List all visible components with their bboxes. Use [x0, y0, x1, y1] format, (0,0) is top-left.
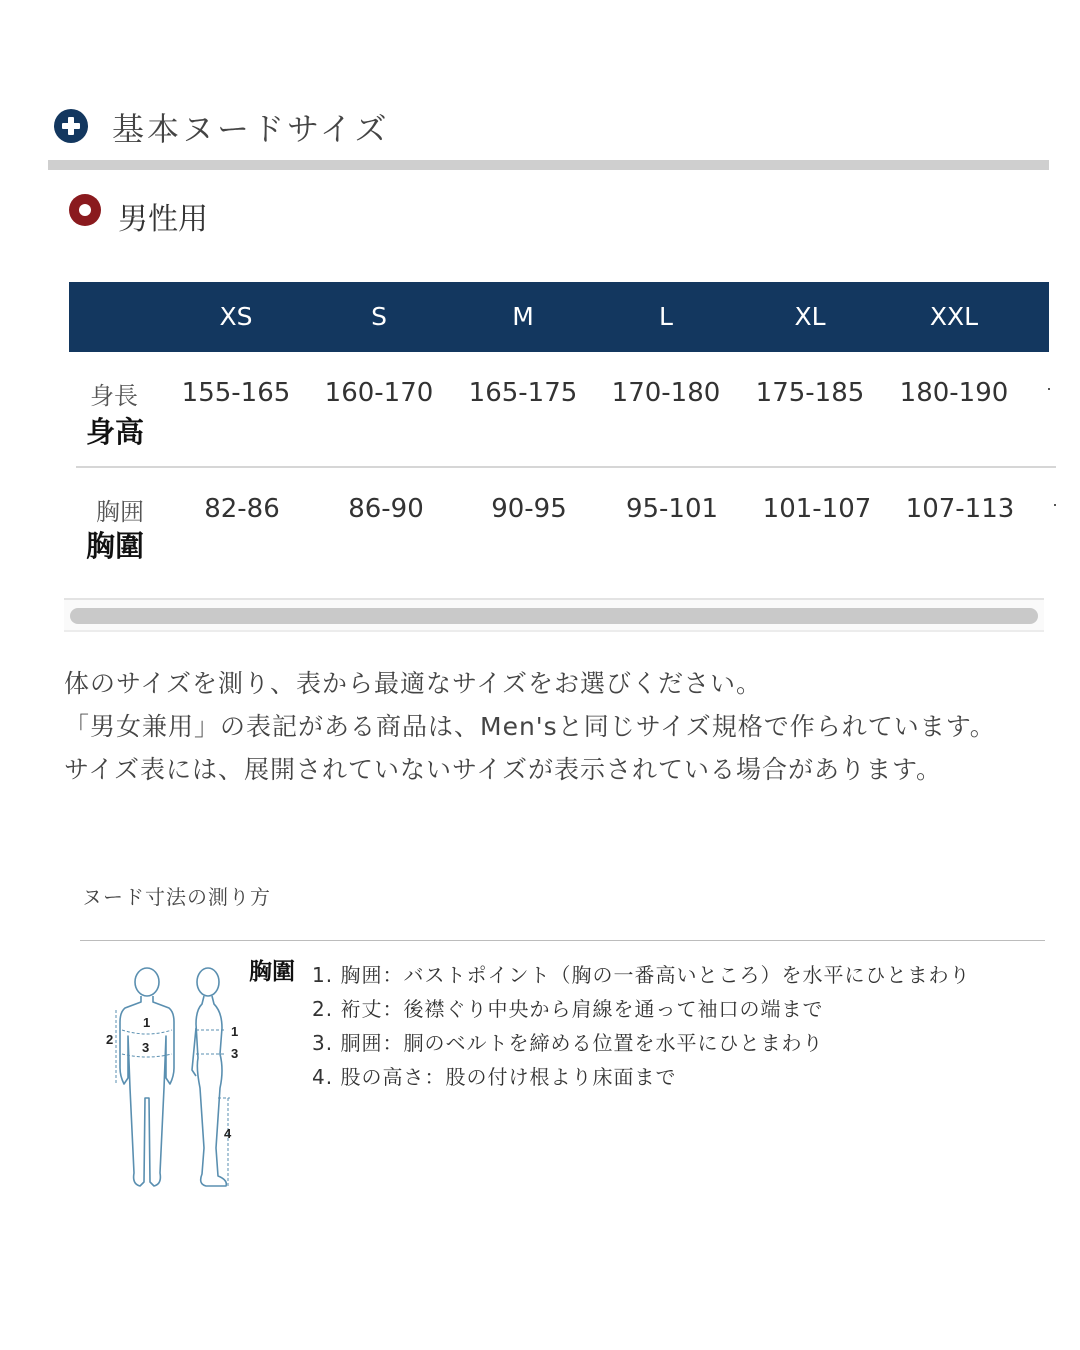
row-label: 胸囲 — [96, 498, 144, 526]
figure-side-body — [196, 996, 226, 1186]
note-line: 「男女兼用」の表記がある商品は、Men'sと同じサイズ規格で作られています。 — [64, 712, 996, 741]
subsection-title: 男性用 — [118, 202, 208, 237]
plus-circle-icon — [54, 109, 88, 143]
size-table-header — [69, 282, 1049, 352]
section-title: 基本ヌードサイズ — [112, 110, 390, 148]
size-header-xl: XL — [794, 302, 826, 331]
figure-label-1: 1 — [143, 1015, 151, 1030]
size-header-l: L — [659, 302, 673, 331]
note-line: 体のサイズを測り、表から最適なサイズをお選びください。 — [64, 669, 763, 698]
measure-title: ヌード寸法の測り方 — [82, 885, 271, 909]
table-cell: 155-165 — [181, 378, 291, 408]
figure-label-1-side: 1 — [231, 1024, 239, 1039]
row-label: 身長 — [90, 382, 138, 410]
row-divider — [76, 466, 1056, 468]
measure-divider — [80, 940, 1045, 941]
chest-line-front — [122, 1030, 172, 1034]
note-line: サイズ表には、展開されていないサイズが表示されている場合があります。 — [64, 755, 943, 784]
body-measurement-figure — [100, 958, 250, 1198]
figure-label-3-side: 3 — [231, 1046, 239, 1061]
figure-label-2: 2 — [106, 1032, 114, 1047]
overflow-mark — [1054, 504, 1056, 506]
table-cell: 170-180 — [611, 378, 721, 408]
measure-item: 3. 胴囲：胴のベルトを締める位置を水平にひとまわり — [312, 1031, 824, 1055]
size-header-s: S — [371, 302, 387, 331]
figure-side-arm — [192, 1028, 196, 1076]
measure-item: 1. 胸囲：バストポイント（胸の一番高いところ）を水平にひとまわり — [312, 963, 971, 987]
figure-front-head — [135, 968, 159, 996]
figure-label-3: 3 — [142, 1040, 150, 1055]
measure-item: 2. 裄丈：後襟ぐり中央から肩線を通って袖口の端まで — [312, 997, 824, 1021]
row-label-bold: 胸圍 — [86, 529, 145, 563]
table-cell: 160-170 — [324, 378, 434, 408]
table-cell: 165-175 — [468, 378, 578, 408]
measure-bold-label: 胸圍 — [249, 959, 295, 985]
figure-label-4: 4 — [224, 1126, 232, 1141]
scrollbar-thumb[interactable] — [70, 608, 1038, 624]
size-header-xxl: XXL — [929, 302, 979, 331]
figure-side-head — [197, 968, 219, 996]
section-divider — [48, 160, 1049, 170]
table-cell: 101-107 — [762, 494, 872, 524]
measure-item: 4. 股の高さ：股の付け根より床面まで — [312, 1065, 677, 1089]
table-cell: 90-95 — [491, 494, 567, 524]
table-horizontal-scrollbar[interactable] — [64, 598, 1044, 632]
size-header-m: M — [512, 302, 534, 331]
table-cell: 82-86 — [204, 494, 280, 524]
table-cell: 180-190 — [899, 378, 1009, 408]
size-header-xs: XS — [219, 302, 253, 331]
overflow-mark — [1048, 388, 1050, 390]
table-cell: 86-90 — [348, 494, 424, 524]
row-label-bold: 身高 — [86, 415, 145, 449]
bullet-circle-icon — [69, 194, 101, 226]
table-cell: 107-113 — [905, 494, 1015, 524]
table-cell: 175-185 — [755, 378, 865, 408]
table-cell: 95-101 — [625, 494, 719, 524]
